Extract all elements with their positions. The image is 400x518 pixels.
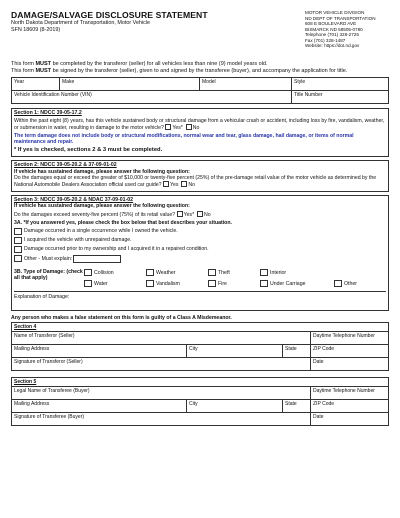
section-3-yes-checkbox[interactable] bbox=[177, 211, 183, 217]
agency-line: Website: https://dot.nd.gov bbox=[305, 43, 360, 48]
section-3a-instruction: 3A. *If you answered yes, please check the box below that best describes your situation. bbox=[14, 219, 232, 226]
section-2-lead: If vehicle has sustained damage, please answer the following question: bbox=[14, 168, 190, 175]
damage-definition-note: The term damage does not include body or structural modifications, normal wear and tear, glass damage, hail damage, or items of normal maintenance and repair. bbox=[14, 132, 354, 146]
section-5-heading: Section 5 bbox=[12, 378, 389, 387]
buyer-signature-field[interactable]: Signature of Transferee (Buyer) bbox=[12, 413, 311, 426]
style-field[interactable]: Style bbox=[292, 77, 389, 90]
buyer-state-field[interactable]: State bbox=[283, 400, 311, 413]
agency-address bbox=[305, 10, 389, 49]
agency-line: MOTOR VEHICLE DIVISION bbox=[305, 10, 365, 15]
seller-zip-field[interactable]: ZIP Code bbox=[311, 345, 389, 358]
agency-line: Telephone (701) 328-2725 bbox=[305, 32, 359, 37]
seller-phone-field[interactable]: Daytime Telephone Number bbox=[311, 332, 389, 345]
weather-checkbox[interactable] bbox=[146, 269, 154, 276]
department-name: North Dakota Department of Transportation, Motor Vehicle bbox=[11, 20, 151, 27]
other-explain-field[interactable] bbox=[73, 255, 121, 263]
situation-option: Damage occurred prior to my ownership and I acquired it in a repaired condition. bbox=[14, 246, 386, 253]
title-block bbox=[11, 10, 208, 49]
agency-line: BISMARCK ND 58505-0780 bbox=[305, 26, 363, 32]
situation-option: I acquired the vehicle with unrepaired damage. bbox=[14, 237, 386, 244]
situation-checkbox-4[interactable] bbox=[14, 255, 22, 262]
model-field[interactable]: Model bbox=[200, 77, 292, 90]
section-3-question: Do the damages exceed seventy-five percent (75%) of its retail value? Yes* No bbox=[14, 211, 211, 218]
form-number: SFN 18609 (8-2019) bbox=[11, 27, 61, 34]
damage-type-fire: Fire bbox=[208, 280, 260, 287]
form-title: DAMAGE/SALVAGE DISCLOSURE STATEMENT bbox=[11, 10, 208, 20]
section-3-no-checkbox[interactable] bbox=[197, 211, 203, 217]
make-field[interactable]: Make bbox=[60, 77, 200, 90]
vin-field[interactable]: Vehicle Identification Number (VIN) bbox=[12, 90, 292, 103]
buyer-zip-field[interactable]: ZIP Code bbox=[311, 400, 389, 413]
instruction-2: This form MUST be signed by the transferor (seller), given to and signed by the transferee (buyer), and accompany the application for title. bbox=[11, 68, 348, 75]
section-1-heading: Section 1: NDCC 39-05-17.2 bbox=[14, 109, 82, 116]
section-1-no-checkbox[interactable] bbox=[186, 124, 192, 130]
damage-type-collision: Collision bbox=[84, 269, 146, 276]
damage-type-grid bbox=[14, 269, 386, 288]
damage-type-water: Water bbox=[84, 280, 146, 287]
damage-type-under-carriage: Under Carriage bbox=[260, 280, 334, 287]
vandalism-checkbox[interactable] bbox=[146, 280, 154, 287]
buyer-city-field[interactable]: City bbox=[187, 400, 283, 413]
section-3-heading: Section 3: NDCC 39-05-20.2 & NDAC 37-09-01-02 bbox=[14, 196, 134, 203]
buyer-date-field[interactable]: Date bbox=[311, 413, 389, 426]
section-1-question: Within the past eight (8) years, has this vehicle sustained body or structural damage from a vehicular crash or accident, including loss by fire, vandalism, weather, or submersion in water, resulting in damage to the motor vehicle? Yes* No bbox=[14, 117, 385, 132]
title-number-field[interactable]: Title Number bbox=[292, 90, 389, 103]
situation-checkbox-2[interactable] bbox=[14, 237, 22, 244]
damage-type-weather: Weather bbox=[146, 269, 208, 276]
buyer-address-field[interactable]: Mailing Address bbox=[12, 400, 187, 413]
section-2-yes-checkbox[interactable] bbox=[163, 181, 169, 187]
interior-checkbox[interactable] bbox=[260, 269, 268, 276]
seller-name-field[interactable]: Name of Transferor (Seller) bbox=[12, 332, 311, 345]
seller-signature-field[interactable]: Signature of Transferor (Seller) bbox=[12, 358, 311, 371]
section-3 bbox=[11, 195, 389, 311]
damage-type-label: 3B. Type of Damage: (check all that apply) bbox=[14, 268, 83, 282]
section-4-heading: Section 4 bbox=[12, 322, 389, 331]
situation-option: Other - Must explain: bbox=[14, 255, 386, 263]
situation-checkbox-3[interactable] bbox=[14, 246, 22, 253]
section-4-table bbox=[11, 322, 389, 371]
damage-type-other: Other bbox=[334, 280, 384, 287]
explanation-of-damage-field[interactable]: Explanation of Damage: bbox=[14, 291, 386, 308]
vehicle-info-table bbox=[11, 77, 389, 104]
damage-type-vandalism: Vandalism bbox=[146, 280, 208, 287]
water-checkbox[interactable] bbox=[84, 280, 92, 287]
damage-type-interior: Interior bbox=[260, 269, 334, 276]
under-carriage-checkbox[interactable] bbox=[260, 280, 268, 287]
section-5-table bbox=[11, 377, 389, 426]
fire-checkbox[interactable] bbox=[208, 280, 216, 287]
section-1-yes-checkbox[interactable] bbox=[165, 124, 171, 130]
buyer-phone-field[interactable]: Daytime Telephone Number bbox=[311, 387, 389, 400]
buyer-name-field[interactable]: Legal Name of Transferee (Buyer) bbox=[12, 387, 311, 400]
situation-checkbox-1[interactable] bbox=[14, 228, 22, 235]
situation-option: Damage occurred in a single occurrence while I owned the vehicle. bbox=[14, 228, 386, 235]
section-2 bbox=[11, 160, 389, 191]
yes-instruction: * If yes is checked, sections 2 & 3 must be completed. bbox=[14, 147, 163, 154]
collision-checkbox[interactable] bbox=[84, 269, 92, 276]
instructions bbox=[11, 61, 389, 75]
year-field[interactable]: Year bbox=[12, 77, 60, 90]
seller-state-field[interactable]: State bbox=[283, 345, 311, 358]
agency-line: ND DEPT OF TRANSPORTATION bbox=[305, 15, 376, 21]
seller-date-field[interactable]: Date bbox=[311, 358, 389, 371]
section-1 bbox=[11, 108, 389, 157]
seller-city-field[interactable]: City bbox=[187, 345, 283, 358]
section-2-question: Do the damages equal or exceed the greater of $10,000 or twenty-five percent (25%) of the pre-damage retail value of the motor vehicle as determined by the National Automobile Dealers Association official used car guide? Yes No bbox=[14, 174, 377, 189]
theft-checkbox[interactable] bbox=[208, 269, 216, 276]
section-2-no-checkbox[interactable] bbox=[181, 181, 187, 187]
section-3-lead: If vehicle has sustained damage, please answer the following question: bbox=[14, 202, 190, 209]
form-header bbox=[11, 10, 389, 49]
other-damage-checkbox[interactable] bbox=[334, 280, 342, 287]
agency-line: Fax (701) 328-1487 bbox=[305, 37, 346, 43]
damage-type-theft: Theft bbox=[208, 269, 260, 276]
misdemeanor-warning: Any person who makes a false statement on this form is guilty of a Class A Misdemeanor. bbox=[11, 314, 232, 321]
instruction-1: This form MUST be completed by the transferor (seller) for all vehicles less than nine (9) model years old. bbox=[11, 60, 268, 67]
agency-line: 608 E BOULEVARD AVE bbox=[305, 21, 357, 26]
seller-address-field[interactable]: Mailing Address bbox=[12, 345, 187, 358]
section-2-heading: Section 2: NDCC 39-05-20.2 & 37-09-01-02 bbox=[14, 162, 117, 169]
